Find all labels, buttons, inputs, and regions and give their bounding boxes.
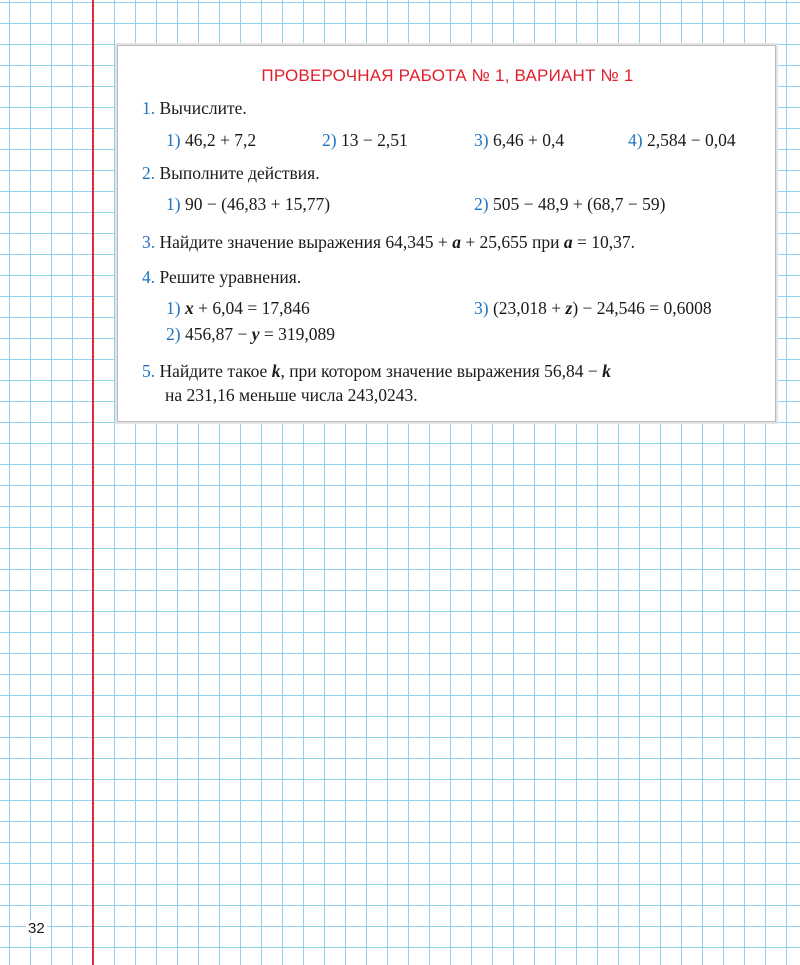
text-part: = 319,089 <box>259 324 335 344</box>
task-4-item-1 <box>166 296 310 320</box>
task-5-number: 5. <box>142 361 156 381</box>
item-label: 2) <box>474 194 489 214</box>
task-3 <box>142 230 635 254</box>
task-2-number: 2. <box>142 163 156 183</box>
text-part: , при котором значение выражения 56,84 − <box>280 361 603 381</box>
variable-y: y <box>251 324 260 344</box>
item-label: 2) <box>322 130 337 150</box>
task-1-item-1 <box>166 128 256 152</box>
task-4-item-3 <box>474 296 712 320</box>
task-1 <box>142 96 247 120</box>
text-part: + 6,04 = 17,846 <box>193 298 310 318</box>
task-3-number: 3. <box>142 232 156 252</box>
item-expression: 90 − (46,83 + 15,77) <box>184 194 331 214</box>
task-5-text-line-1 <box>160 361 611 381</box>
item-expression <box>493 298 712 318</box>
card-title: ПРОВЕРОЧНАЯ РАБОТА № 1, ВАРИАНТ № 1 <box>261 66 634 85</box>
variable-k: k <box>602 361 611 381</box>
task-1-item-2 <box>322 128 408 152</box>
text-part: ) − 24,546 = 0,6008 <box>572 298 712 318</box>
variable-x: x <box>184 298 194 318</box>
item-expression: 505 − 48,9 + (68,7 − 59) <box>492 194 666 214</box>
task-5 <box>142 359 611 383</box>
task-4-item-2 <box>166 322 335 346</box>
item-expression: 2,584 − 0,04 <box>646 130 736 150</box>
variable-k: k <box>271 361 281 381</box>
task-4 <box>142 265 301 289</box>
task-2-item-2 <box>474 192 665 216</box>
text-part: + 25,655 при <box>460 232 564 252</box>
item-label: 2) <box>166 324 181 344</box>
item-label: 4) <box>628 130 643 150</box>
task-1-number: 1. <box>142 98 156 118</box>
task-4-text: Решите уравнения. <box>159 267 302 287</box>
text-part: (23,018 + <box>492 298 566 318</box>
task-5-text-line-2: на 231,16 меньше числа 243,0243. <box>165 385 418 405</box>
task-card <box>117 45 776 422</box>
item-label: 3) <box>474 130 489 150</box>
text-part: Найдите значение выражения 64,345 + <box>159 232 453 252</box>
task-2-text: Выполните действия. <box>159 163 320 183</box>
item-expression: 46,2 + 7,2 <box>184 130 257 150</box>
item-label: 3) <box>474 298 489 318</box>
text-part: = 10,37. <box>572 232 636 252</box>
margin-line <box>92 0 94 965</box>
item-expression: 13 − 2,51 <box>340 130 408 150</box>
text-part: 456,87 − <box>184 324 252 344</box>
item-label: 1) <box>166 130 181 150</box>
text-part: Найдите такое <box>159 361 272 381</box>
variable-a: a <box>452 232 461 252</box>
task-1-item-3 <box>474 128 564 152</box>
task-4-number: 4. <box>142 267 156 287</box>
variable-z: z <box>565 298 573 318</box>
item-expression <box>185 298 310 318</box>
item-expression <box>185 324 335 344</box>
task-1-text: Вычислите. <box>159 98 247 118</box>
task-2-item-1 <box>166 192 330 216</box>
task-2 <box>142 161 320 185</box>
variable-a: a <box>563 232 573 252</box>
page-number: 32 <box>28 920 45 937</box>
item-label: 1) <box>166 298 181 318</box>
item-label: 1) <box>166 194 181 214</box>
task-3-text <box>160 232 636 252</box>
task-1-item-4 <box>628 128 736 152</box>
item-expression: 6,46 + 0,4 <box>492 130 565 150</box>
